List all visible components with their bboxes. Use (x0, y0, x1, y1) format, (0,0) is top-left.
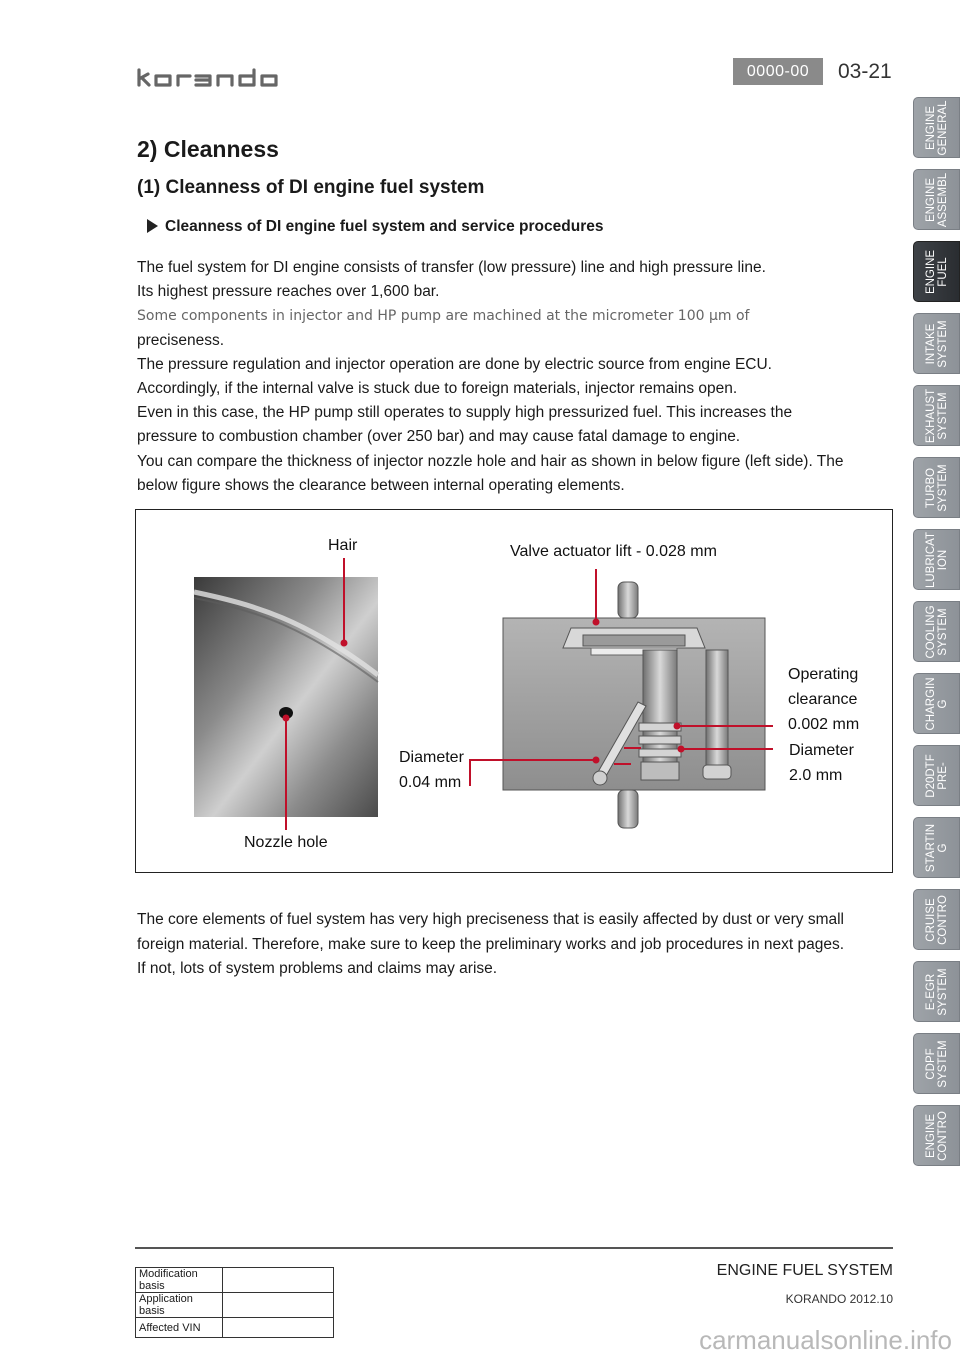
tab-label: CDPF SYSTEM (924, 1039, 949, 1088)
tab-label: ENGINE ASSEMBL (924, 172, 949, 227)
tab-label: ENGINE FUEL (924, 249, 949, 294)
tab-starting[interactable] (913, 817, 960, 878)
op-clearance-label (788, 662, 859, 737)
tab-lubrication[interactable] (913, 529, 960, 590)
table-row (136, 1268, 334, 1293)
hair-label: Hair (328, 537, 358, 554)
closing-line: foreign material. Therefore, make sure to keep the preliminary works and job procedures in next pages. (137, 935, 845, 953)
table-cell-label: Modification basis (136, 1268, 223, 1293)
dia-small-label (399, 745, 464, 795)
closing-line: If not, lots of system problems and claims may arise. (137, 960, 498, 977)
body-line: below figure shows the clearance between internal operating elements. (137, 476, 625, 494)
table-cell-value (223, 1318, 334, 1338)
revision-table (135, 1267, 334, 1338)
tab-engine-assembly[interactable] (913, 169, 960, 230)
tab-charging[interactable] (913, 673, 960, 734)
op-clearance-callout-dot (674, 723, 681, 730)
body-line: Even in this case, the HP pump still operates to supply high pressurized fuel. This increases the (137, 404, 793, 422)
dia-small-line1: Diameter (399, 749, 464, 766)
tab-e-egr-system[interactable] (913, 961, 960, 1022)
body-paragraph (137, 256, 887, 498)
dia-large-line1: Diameter (789, 742, 854, 759)
tab-label: EXHAUST SYSTEM (924, 388, 949, 443)
section-heading: 2) Cleanness (137, 136, 279, 162)
body-line: preciseness. (137, 331, 225, 349)
tab-label: TURBO SYSTEM (924, 463, 949, 512)
hair-callout-dot (341, 640, 348, 647)
tab-engine-fuel[interactable] (913, 241, 960, 302)
closing-line: The core elements of fuel system has very high preciseness that is easily affected by dust or very small (137, 911, 845, 928)
nozzle-hole-label: Nozzle hole (244, 834, 328, 851)
injector-cross-section (503, 582, 765, 828)
tab-cruise-control[interactable] (913, 889, 960, 950)
tab-cdpf-system[interactable] (913, 1033, 960, 1094)
tab-d20dtf-pre[interactable] (913, 745, 960, 806)
body-line: The fuel system for DI engine consists of transfer (low pressure) line and high pressure line. (137, 259, 766, 276)
subsection-heading: (1) Cleanness of DI engine fuel system (137, 177, 485, 198)
op-clearance-line2: clearance (788, 691, 858, 708)
tab-label: COOLING SYSTEM (924, 604, 949, 659)
tab-label: INTAKE SYSTEM (924, 319, 949, 368)
tab-label: ENGINE GENERAL (924, 100, 949, 155)
procedure-heading-text: Cleanness of DI engine fuel system and service procedures (165, 218, 604, 235)
watermark: carmanualsonline.info (699, 1325, 952, 1355)
body-line: Some components in injector and HP pump are machined at the micrometer 100 µm of (137, 308, 750, 325)
op-clearance-line3: 0.002 mm (788, 716, 860, 733)
table-cell-value (223, 1293, 334, 1318)
dia-large-label (789, 738, 854, 788)
dia-small-callout-dot (593, 757, 600, 764)
op-clearance-line1: Operating (788, 666, 859, 683)
injector-clearance-figure (135, 509, 893, 873)
footer-title: ENGINE FUEL SYSTEM (716, 1262, 893, 1279)
tab-label: CHARGIN G (924, 676, 949, 731)
procedure-heading (147, 218, 603, 236)
tab-engine-general[interactable] (913, 97, 960, 158)
tab-label: ENGINE CONTRO (924, 1110, 949, 1161)
dia-small-line2: 0.04 mm (399, 774, 462, 791)
tab-turbo-system[interactable] (913, 457, 960, 518)
table-row (136, 1293, 334, 1318)
table-row (136, 1318, 334, 1338)
valve-lift-callout-dot (593, 619, 600, 626)
table-cell-value (223, 1268, 334, 1293)
nozzle-callout-dot (283, 715, 290, 722)
tab-label: D20DTF PRE- (924, 753, 949, 798)
page-number: 03-21 (838, 60, 892, 83)
tab-exhaust-system[interactable] (913, 385, 960, 446)
tab-label: LUBRICAT ION (924, 531, 949, 588)
tab-label: CRUISE CONTRO (924, 894, 949, 945)
triangle-bullet-icon (147, 219, 158, 233)
tab-cooling-system[interactable] (913, 601, 960, 662)
dia-large-line2: 2.0 mm (789, 767, 843, 784)
section-code-badge: 0000-00 (733, 58, 823, 85)
footer-divider (135, 1247, 893, 1249)
dia-large-callout-dot (678, 746, 685, 753)
body-line: Accordingly, if the internal valve is stuck due to foreign materials, injector remains open. (137, 380, 738, 398)
tab-intake-system[interactable] (913, 313, 960, 374)
footer-subtitle: KORANDO 2012.10 (785, 1292, 893, 1306)
tab-engine-control[interactable] (913, 1105, 960, 1166)
valve-lift-label: Valve actuator lift - 0.028 mm (510, 543, 717, 560)
body-line: You can compare the thickness of injector nozzle hole and hair as shown in below figure (left side). The (137, 452, 844, 470)
body-line: Its highest pressure reaches over 1,600 bar. (137, 283, 440, 301)
table-cell-label: Application basis (136, 1293, 223, 1318)
table-cell-label: Affected VIN (136, 1318, 223, 1338)
closing-paragraph (137, 908, 887, 982)
body-line: pressure to combustion chamber (over 250 bar) and may cause fatal damage to engine. (137, 428, 741, 446)
figure-illustration (136, 510, 894, 874)
tab-label: STARTIN G (924, 823, 949, 872)
body-line: The pressure regulation and injector operation are done by electric source from engine ECU. (137, 355, 772, 373)
tab-label: E-EGR SYSTEM (924, 967, 949, 1016)
korando-logo (136, 66, 316, 88)
